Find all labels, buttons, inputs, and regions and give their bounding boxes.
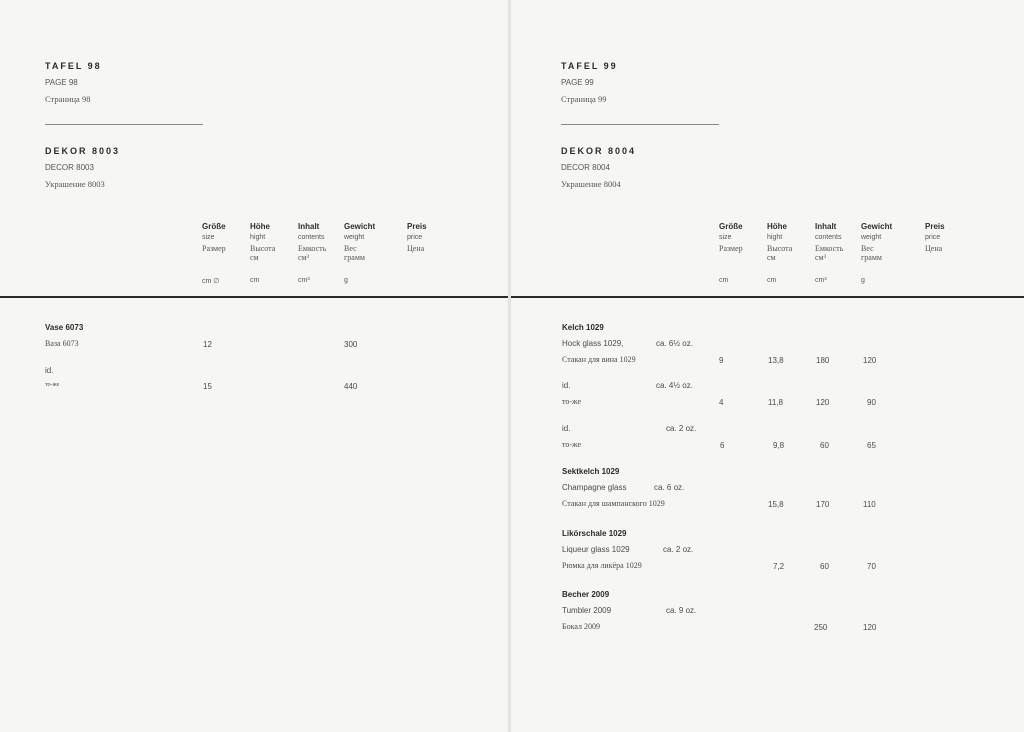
vase-id-label-ru: то-же bbox=[45, 382, 60, 388]
kelch-id2-size: 6 bbox=[720, 441, 725, 450]
vase-name: Vase 6073 bbox=[45, 323, 84, 332]
becher-name: Becher 2009 bbox=[562, 590, 610, 599]
right-page-label: PAGE 99 bbox=[561, 78, 594, 87]
vase-weight: 300 bbox=[344, 340, 358, 349]
sektkelch-name-ru: Стакан для шампанского 1029 bbox=[562, 499, 665, 508]
kelch-id1-label-ru: то-же bbox=[562, 397, 582, 406]
kelch-id2-ounces: ca. 2 oz. bbox=[666, 424, 697, 433]
kelch-weight: 120 bbox=[863, 356, 877, 365]
becher-weight: 120 bbox=[863, 623, 877, 632]
sektkelch-height: 15,8 bbox=[768, 500, 784, 509]
right-column-rule bbox=[511, 296, 1024, 298]
left-col-weight: Gewicht weight Вес грамм g bbox=[344, 222, 376, 284]
vase-id-size: 15 bbox=[203, 382, 212, 391]
sektkelch-contents: 170 bbox=[816, 500, 830, 509]
left-page-label: PAGE 98 bbox=[45, 78, 78, 87]
left-dekor-title: DEKOR 8003 bbox=[45, 146, 121, 156]
left-divider bbox=[45, 124, 203, 125]
sektkelch-ounces: ca. 6 oz. bbox=[654, 483, 685, 492]
becher-contents: 250 bbox=[814, 623, 828, 632]
right-decor-label-ru: Украшение 8004 bbox=[561, 179, 621, 189]
right-col-size: Größe size Размер cm bbox=[719, 222, 743, 284]
kelch-height: 13,8 bbox=[768, 356, 784, 365]
right-tafel-title: TAFEL 99 bbox=[561, 61, 618, 71]
kelch-id2-height: 9,8 bbox=[773, 441, 785, 450]
sektkelch-name-en: Champagne glass bbox=[562, 483, 627, 492]
likorschale-contents: 60 bbox=[820, 562, 829, 571]
likorschale-ounces: ca. 2 oz. bbox=[663, 545, 694, 554]
right-col-contents: Inhalt contents Емкость см³ cm³ bbox=[815, 222, 844, 284]
kelch-size: 9 bbox=[719, 356, 724, 365]
page-fold bbox=[508, 0, 511, 732]
right-col-weight: Gewicht weight Вес грамм g bbox=[861, 222, 893, 284]
left-column-rule bbox=[0, 296, 508, 298]
kelch-id2-weight: 65 bbox=[867, 441, 876, 450]
vase-id-weight: 440 bbox=[344, 382, 358, 391]
likorschale-name-ru: Рюмка для ликёра 1029 bbox=[562, 561, 642, 570]
vase-name-ru: Ваза 6073 bbox=[45, 339, 79, 348]
left-tafel-title: TAFEL 98 bbox=[45, 61, 102, 71]
left-page-label-ru: Страница 98 bbox=[45, 94, 91, 104]
vase-size: 12 bbox=[203, 340, 212, 349]
left-col-height: Höhe hight Высота см cm bbox=[250, 222, 276, 284]
left-col-contents: Inhalt contents Емкость см³ cm³ bbox=[298, 222, 327, 284]
kelch-name-en: Hock glass 1029, bbox=[562, 339, 624, 348]
right-col-price: Preis price Цена bbox=[925, 222, 945, 253]
right-divider bbox=[561, 124, 719, 125]
left-page bbox=[0, 0, 508, 732]
left-col-size: Größe size Размер cm ∅ bbox=[202, 222, 226, 285]
kelch-id1-size: 4 bbox=[719, 398, 724, 407]
right-dekor-title: DEKOR 8004 bbox=[561, 146, 637, 156]
kelch-id1-height: 11,8 bbox=[768, 398, 783, 407]
kelch-id1-label: id. bbox=[562, 381, 571, 390]
kelch-ounces: ca. 6½ oz. bbox=[656, 339, 693, 348]
sektkelch-weight: 110 bbox=[863, 500, 876, 509]
becher-ounces: ca. 9 oz. bbox=[666, 606, 697, 615]
kelch-id1-contents: 120 bbox=[816, 398, 830, 407]
likorschale-name: Likörschale 1029 bbox=[562, 529, 627, 538]
kelch-id2-label: id. bbox=[562, 424, 571, 433]
kelch-id1-ounces: ca. 4½ oz. bbox=[656, 381, 693, 390]
kelch-id2-contents: 60 bbox=[820, 441, 829, 450]
likorschale-height: 7,2 bbox=[773, 562, 785, 571]
right-decor-label: DECOR 8004 bbox=[561, 163, 610, 172]
left-decor-label: DECOR 8003 bbox=[45, 163, 94, 172]
kelch-name-ru: Стакан для вина 1029 bbox=[562, 355, 636, 364]
becher-name-ru: Бокал 2009 bbox=[562, 622, 600, 631]
kelch-name: Kelch 1029 bbox=[562, 323, 604, 332]
right-page-label-ru: Страница 99 bbox=[561, 94, 607, 104]
vase-id-label: id. bbox=[45, 366, 54, 375]
sektkelch-name: Sektkelch 1029 bbox=[562, 467, 620, 476]
kelch-contents: 180 bbox=[816, 356, 830, 365]
right-col-height: Höhe hight Высота см cm bbox=[767, 222, 793, 284]
becher-name-en: Tumbler 2009 bbox=[562, 606, 612, 615]
likorschale-name-en: Liqueur glass 1029 bbox=[562, 545, 630, 554]
left-decor-label-ru: Украшение 8003 bbox=[45, 179, 105, 189]
left-col-price: Preis price Цена bbox=[407, 222, 427, 253]
likorschale-weight: 70 bbox=[867, 562, 876, 571]
kelch-id1-weight: 90 bbox=[867, 398, 876, 407]
kelch-id2-label-ru: то-же bbox=[562, 440, 582, 449]
